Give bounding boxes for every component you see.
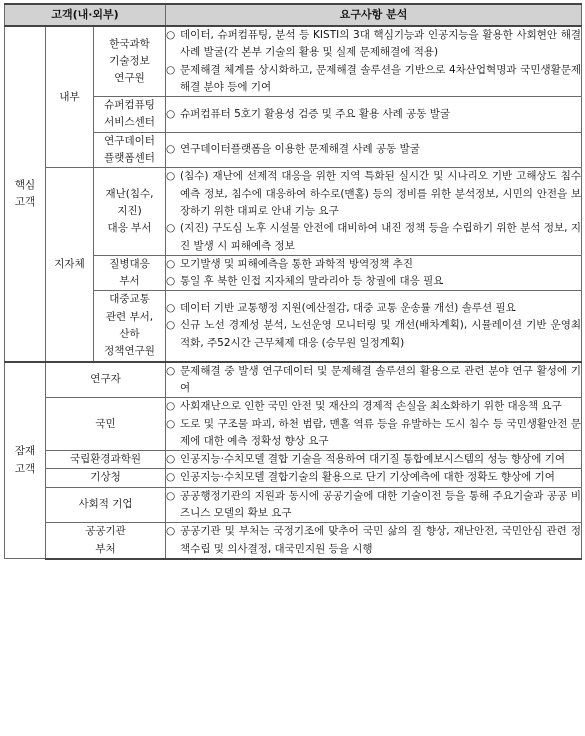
list-item: ○ 슈퍼컴퓨터 5호기 활용성 검증 및 주요 활용 사례 공동 발굴 <box>166 106 581 123</box>
bullet-icon: ○ <box>166 257 176 270</box>
list-item: ○ 문제해결 중 발생 연구데이터 및 문제해결 솔루션의 활용으로 관련 분야 연구 활성에 기여 <box>166 364 582 394</box>
bullet-icon: ○ <box>166 400 176 413</box>
requirement-cell <box>166 291 582 362</box>
requirement-cell <box>166 132 582 168</box>
requirement-cell <box>166 362 582 398</box>
table-row <box>5 487 582 523</box>
requirement-cell <box>166 469 582 487</box>
org-cell: 사회적 기업 <box>46 487 166 523</box>
bullet-icon: ○ <box>166 319 176 332</box>
org-cell: 한국과학 기술정보 연구원 <box>94 26 166 97</box>
requirements-table <box>4 3 582 560</box>
bullet-icon: ○ <box>166 222 176 235</box>
list-item: ○ 공공행정기관의 지원과 동시에 공공기술에 대한 기술이전 등을 통해 주요기술과 공공 비즈니스 모델의 확보 요구 <box>166 489 582 520</box>
table-row <box>5 398 582 451</box>
bullet-icon: ○ <box>166 107 176 120</box>
requirement-cell <box>166 255 582 291</box>
table-row <box>5 451 582 469</box>
list-item: ○ 연구데이터플랫폼을 이용한 문제해결 사례 공동 발굴 <box>166 141 581 158</box>
list-item: ○ 사회재난으로 인한 국민 안전 및 재산의 경제적 손실을 최소화하기 위한 대응책 요구 <box>166 398 581 415</box>
bullet-icon: ○ <box>166 143 176 156</box>
requirement-cell <box>166 523 582 559</box>
requirement-cell <box>166 26 582 97</box>
bullet-icon: ○ <box>166 170 176 183</box>
requirement-cell <box>166 168 582 255</box>
table-row <box>5 168 582 255</box>
bullet-icon: ○ <box>166 489 176 502</box>
table-row <box>5 26 582 97</box>
bullet-icon: ○ <box>166 525 176 538</box>
group-core: 핵심 고객 <box>5 26 46 362</box>
header-row <box>5 4 582 26</box>
bullet-icon: ○ <box>166 302 176 315</box>
list-item: ○ 데이터, 슈퍼컴퓨팅, 분석 등 KISTI의 3대 핵심기능과 인공지능을 활용한 사회현안 해결사례 발굴(각 본부 기술의 활용 및 실제 문제해결에 적용) <box>166 29 582 59</box>
table-row <box>5 362 582 398</box>
header-customer: 고객(내·외부) <box>5 4 166 26</box>
bullet-icon: ○ <box>166 364 176 377</box>
list-item: ○ 도로 및 구조물 파괴, 하천 범람, 맨홀 역류 등을 유발하는 도시 침수 등 국민생활안전 문제에 대한 예측 정확성 향상 요구 <box>166 417 582 447</box>
org-cell: 질병대응 부서 <box>94 255 166 291</box>
org-cell: 재난(침수, 지진) 대응 부서 <box>94 168 166 255</box>
table-row <box>5 523 582 559</box>
subgroup-local: 지자체 <box>46 168 94 362</box>
list-item: ○ (침수) 재난에 선제적 대응을 위한 지역 특화된 실시간 및 시나리오 기반 고해상도 침수 예측 정보, 침수에 대응하여 하수로(맨홀) 등의 정비를 위한 분석정보, 시민의 안전을 보장하기 위한 대피로 안내 기능 요구 <box>166 170 582 217</box>
org-cell: 연구데이터 플랫폼센터 <box>94 132 166 168</box>
org-cell: 국립환경과학원 <box>46 451 166 469</box>
bullet-icon: ○ <box>166 453 176 466</box>
group-potential: 잠재 고객 <box>5 362 46 559</box>
org-cell: 기상청 <box>46 469 166 487</box>
list-item: ○ 데이터 기반 교통행정 지원(예산절감, 대중 교통 운송률 개선) 솔루션 필요 <box>166 300 581 317</box>
bullet-icon: ○ <box>166 275 176 288</box>
bullet-icon: ○ <box>166 63 176 76</box>
org-cell: 공공기관 부처 <box>46 523 166 559</box>
requirement-cell <box>166 451 582 469</box>
bullet-icon: ○ <box>166 29 176 41</box>
list-item: ○ 인공지능·수치모델 결합기술의 활용으로 단기 기상예측에 대한 정확도 향상에 기여 <box>166 469 581 486</box>
requirement-cell <box>166 398 582 451</box>
list-item: ○ 모기발생 및 피해예측을 통한 과학적 방역정책 추진 <box>166 256 581 273</box>
org-cell: 슈퍼컴퓨팅 서비스센터 <box>94 97 166 133</box>
org-cell: 연구자 <box>46 362 166 398</box>
org-cell: 국민 <box>46 398 166 451</box>
bullet-icon: ○ <box>166 417 176 430</box>
list-item: ○ 신규 노선 경제성 분석, 노선운영 모니터링 및 개선(배차계획), 시뮬레이션 기반 운영최적화, 주52시간 근무체제 대응 (승무원 일정계획) <box>166 319 582 349</box>
list-item: ○ 문제해결 체계를 상시화하고, 문제해결 솔루션을 기반으로 4차산업혁명과 국민생활문제해결 분야 등에 기여 <box>166 63 582 93</box>
subgroup-internal: 내부 <box>46 26 94 168</box>
requirement-cell <box>166 487 582 523</box>
table-row <box>5 469 582 487</box>
bullet-icon: ○ <box>166 471 176 484</box>
list-item: ○ 인공지능·수치모델 결합 기술을 적용하여 대기질 통합예보시스템의 성능 향상에 기여 <box>166 451 581 468</box>
list-item: ○ 공공기관 및 부처는 국정기조에 맞추어 국민 삶의 질 향상, 재난안전, 국민안심 관련 정책수립 및 의사결정, 대국민지원 등을 시행 <box>166 525 582 555</box>
list-item: ○ (지진) 구도심 노후 시설물 안전에 대비하여 내진 정책 등을 수립하기 위한 분석 정보, 지진 발생 시 피해예측 정보 <box>166 222 582 252</box>
list-item: ○ 통일 후 북한 인접 지자체의 말라리아 등 창궐에 대응 필요 <box>166 273 581 290</box>
requirement-cell <box>166 97 582 133</box>
org-cell: 대중교통 관련 부서, 산하 정책연구원 <box>94 291 166 362</box>
header-analysis: 요구사항 분석 <box>166 4 582 26</box>
